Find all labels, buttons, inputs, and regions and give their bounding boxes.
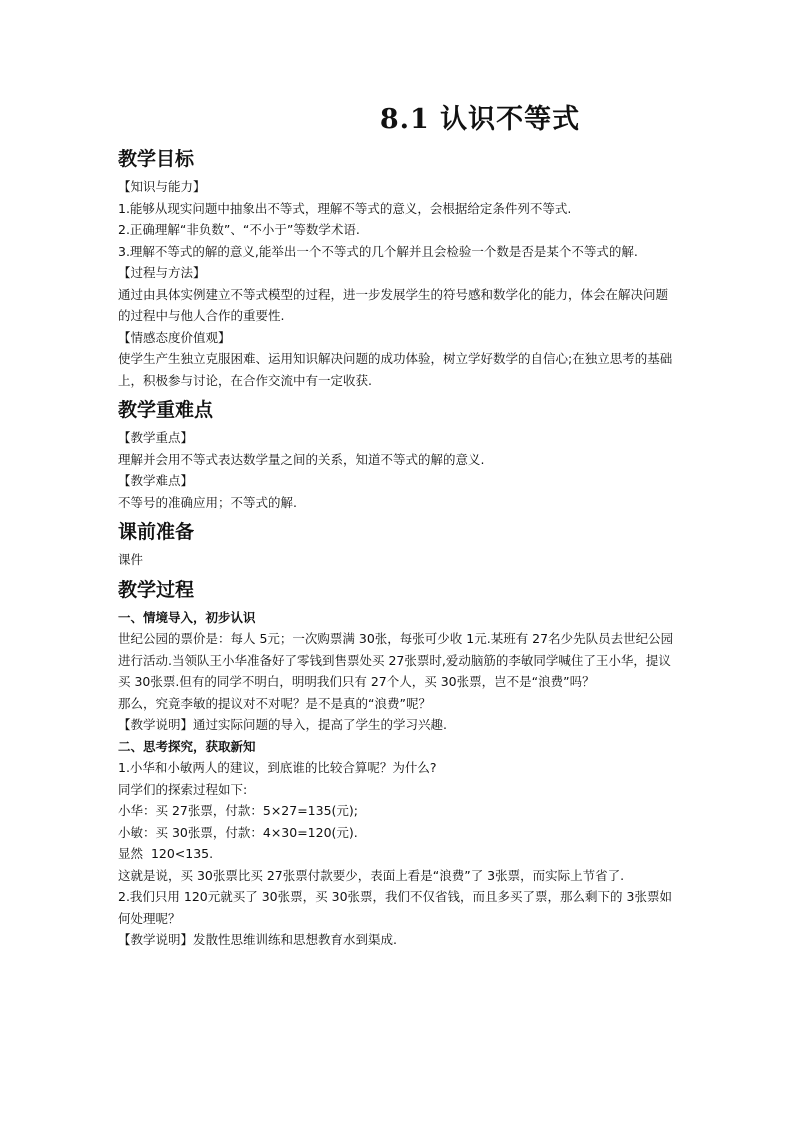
page-title: 8.1 认识不等式 (379, 104, 581, 135)
part2-conclusion: 这就是说，买 30张票比买 27张票付款要少，表面上看是“浪费”了 3张票，而实际上节省了. (118, 867, 625, 883)
process-method-text: 通过由具体实例建立不等式模型的过程，进一步发展学生的符号感和数学化的能力，体会在解决问题的过程中与他人合作的重要性. (118, 286, 669, 323)
section-heading-goals: 教学目标 (118, 148, 195, 170)
knowledge-item-3: 3.理解不等式的解的意义,能举出一个不等式的几个解并且会检验一个数是否是某个不等式的解. (118, 243, 638, 259)
emotion-text: 使学生产生独立克服困难、运用知识解决问题的成功体验，树立学好数学的自信心;在独立思考的基础上，积极参与讨论，在合作交流中有一定收获. (118, 351, 673, 388)
knowledge-item-2: 2.正确理解“非负数”、“不小于”等数学术语. (118, 222, 360, 237)
part2-title: 二、思考探究，获取新知 (118, 738, 256, 754)
difficulty-text: 不等号的准确应用；不等式的解. (118, 494, 297, 510)
part1-text: 世纪公园的票价是：每人 5元；一次购票满 30张，每张可少收 1元.某班有 27名少先队员去世纪公园进行活动.当领队王小华准备好了零钱到售票处买 27张票时,爱动脑筋的李敏同学喊住了王小华，提议买 30张票.但有的同学不明白，明明我们只有 27个人，买 30张票，岂不是“浪费”吗？ (118, 631, 674, 689)
part2-note: 【教学说明】发散性思维训练和思想教育水到渠成. (118, 932, 397, 947)
section-heading-process: 教学过程 (118, 578, 195, 601)
part1-question: 那么，究竟李敏的提议对不对呢？是不是真的“浪费”呢？ (118, 695, 431, 711)
preparation-text: 课件 (118, 552, 144, 567)
part2-question-1: 1.小华和小敏两人的建议，到底谁的比较合算呢？为什么? (118, 760, 437, 775)
label-emotion: 【情感态度价值观】 (118, 329, 231, 345)
section-heading-preparation: 课前准备 (118, 521, 195, 543)
section-heading-key-points: 教学重难点 (118, 399, 214, 421)
label-knowledge: 【知识与能力】 (118, 179, 206, 194)
label-focus: 【教学重点】 (118, 430, 194, 445)
part2-compare: 显然 120<135. (118, 846, 214, 861)
part2-question-2: 2.我们只用 120元就买了 30张票，买 30张票，我们不仅省钱，而且多买了票，那么剩下的 3张票如何处理呢？ (118, 889, 672, 926)
part1-title: 一、情境导入，初步认识 (118, 609, 256, 625)
knowledge-item-1: 1.能够从现实问题中抽象出不等式，理解不等式的意义，会根据给定条件列不等式. (118, 200, 572, 216)
part2-calc-2: 小敏：买 30张票，付款：4×30=120(元). (118, 824, 358, 840)
part1-note: 【教学说明】通过实际问题的导入，提高了学生的学习兴趣. (118, 717, 447, 732)
part2-intro: 同学们的探索过程如下: (118, 781, 248, 797)
label-difficulty: 【教学难点】 (118, 473, 194, 488)
focus-text: 理解并会用不等式表达数学量之间的关系，知道不等式的解的意义. (118, 451, 485, 467)
label-process-method: 【过程与方法】 (118, 265, 206, 280)
part2-calc-1: 小华：买 27张票，付款：5×27=135(元); (118, 803, 359, 818)
